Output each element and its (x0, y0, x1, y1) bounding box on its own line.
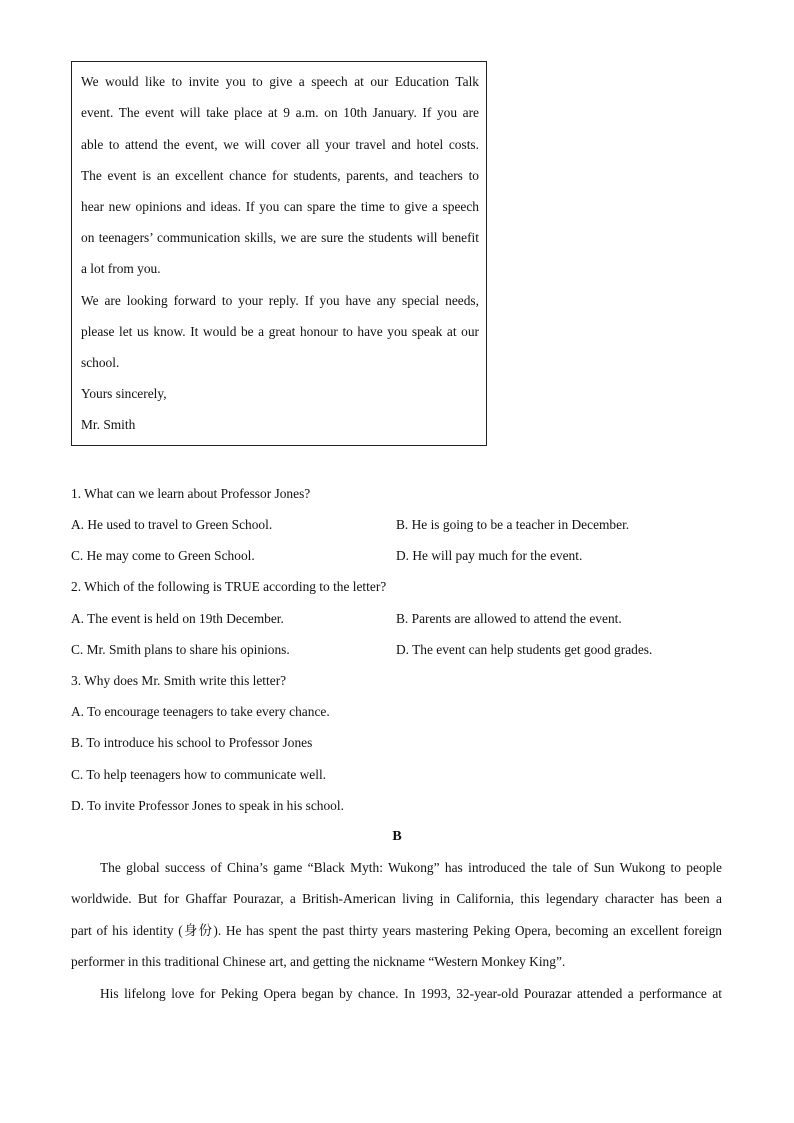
question-stem: 3. Why does Mr. Smith write this letter? (71, 673, 287, 688)
passage-line: His lifelong love for Peking Opera began by chance. In 1993, 32-year-old Pourazar attended a performance at (100, 986, 722, 1001)
letter-line: on teenagers’ communication skills, we are sure the students will benefit (81, 230, 479, 245)
passage-line: part of his identity (身份). He has spent the past thirty years mastering Peking Opera, becoming an excellent foreign (71, 923, 722, 938)
letter-line: We are looking forward to your reply. If you have any special needs, (81, 293, 479, 308)
letter-line: hear new opinions and ideas. If you can spare the time to give a speech (81, 199, 479, 214)
passage-line: worldwide. But for Ghaffar Pourazar, a British-American living in California, this legendary character has been a (71, 891, 722, 906)
option-b: B. To introduce his school to Professor Jones (71, 735, 313, 750)
letter-line: The event is an excellent chance for students, parents, and teachers to (81, 168, 479, 183)
option-b: B. He is going to be a teacher in December. (396, 517, 630, 532)
option-c: C. Mr. Smith plans to share his opinions. (71, 642, 290, 657)
option-a: A. To encourage teenagers to take every chance. (71, 704, 330, 719)
letter-closing: Yours sincerely, (81, 386, 167, 401)
option-b: B. Parents are allowed to attend the event. (396, 611, 622, 626)
letter-line: please let us know. It would be a great honour to have you speak at our (81, 324, 479, 339)
option-d: D. He will pay much for the event. (396, 548, 583, 563)
option-d: D. To invite Professor Jones to speak in his school. (71, 798, 344, 813)
letter-line: a lot from you. (81, 261, 161, 276)
option-d: D. The event can help students get good grades. (396, 642, 653, 657)
letter-signature: Mr. Smith (81, 417, 136, 432)
option-c: C. He may come to Green School. (71, 548, 255, 563)
question-stem: 2. Which of the following is TRUE according to the letter? (71, 579, 387, 594)
option-a: A. The event is held on 19th December. (71, 611, 284, 626)
question-stem: 1. What can we learn about Professor Jones? (71, 486, 311, 501)
passage-line: The global success of China’s game “Black Myth: Wukong” has introduced the tale of Sun Wukong to people (100, 860, 722, 875)
passage-line: performer in this traditional Chinese art, and getting the nickname “Western Monkey King”. (71, 954, 566, 969)
option-a: A. He used to travel to Green School. (71, 517, 273, 532)
letter-line: school. (81, 355, 120, 370)
letter-line: event. The event will take place at 9 a.m. on 10th January. If you are (81, 105, 479, 120)
letter-line: able to attend the event, we will cover all your travel and hotel costs. (81, 137, 479, 152)
letter-line: We would like to invite you to give a speech at our Education Talk (81, 74, 479, 89)
section-heading: B (392, 829, 402, 844)
option-c: C. To help teenagers how to communicate well. (71, 767, 327, 782)
